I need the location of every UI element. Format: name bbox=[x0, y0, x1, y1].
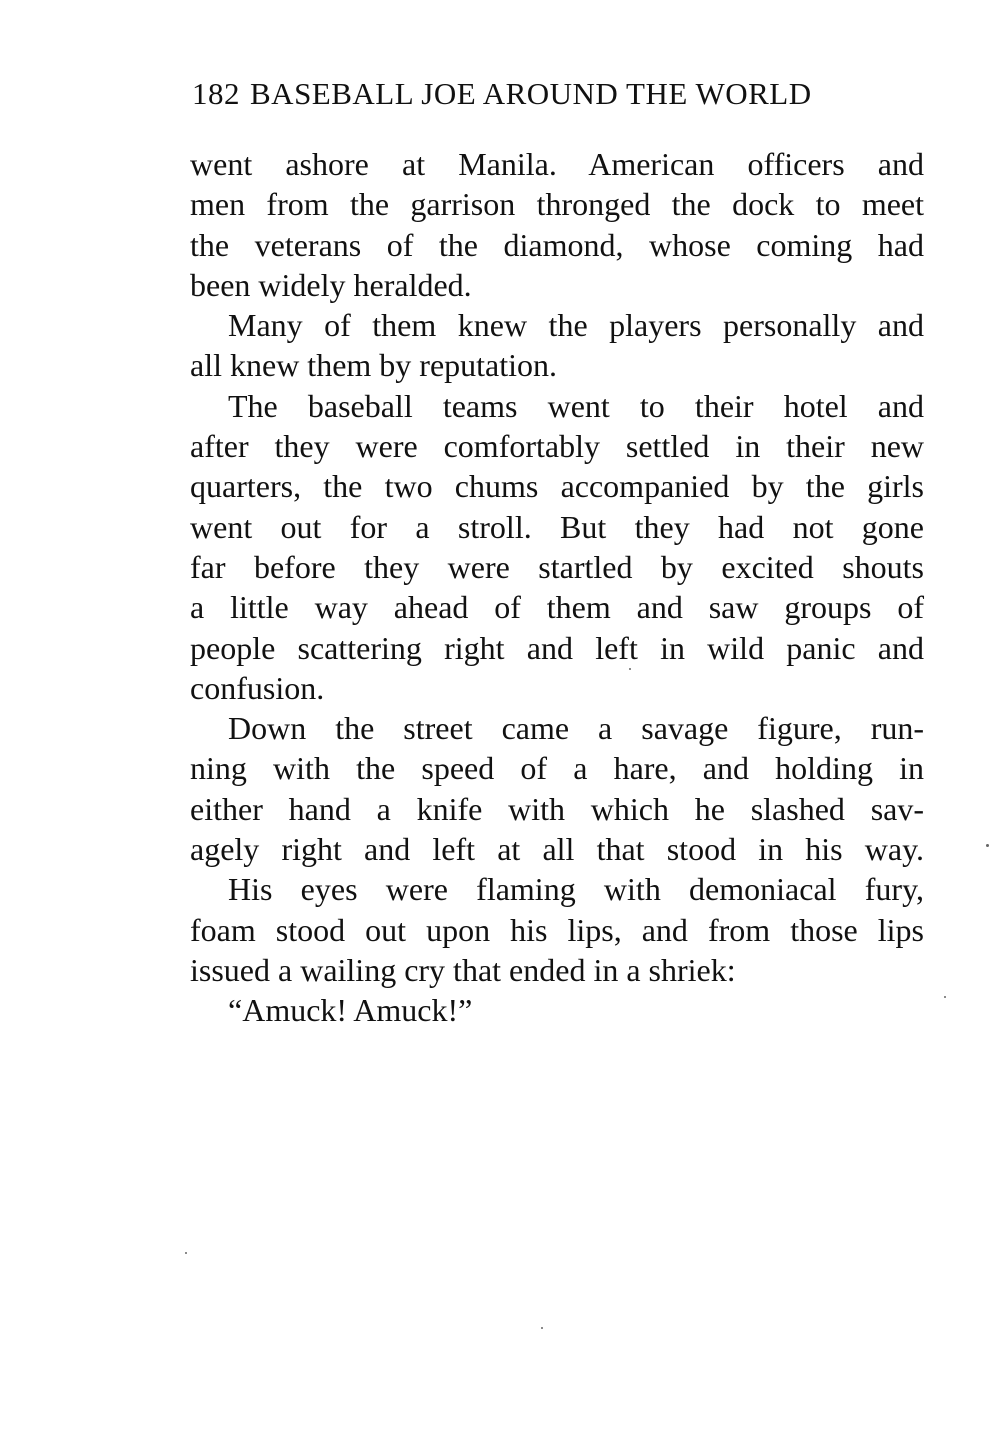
text-line: been widely heralded. bbox=[190, 266, 472, 303]
scan-speck bbox=[629, 668, 631, 670]
text-line: a little way ahead of them and saw groups of bbox=[190, 589, 924, 626]
running-header bbox=[192, 74, 922, 114]
text-line: either hand a knife with which he slashed sav- bbox=[190, 790, 924, 827]
scan-speck bbox=[944, 996, 946, 998]
text-line: all knew them by reputation. bbox=[190, 347, 558, 384]
text-line: Many of them knew the players personally and bbox=[228, 307, 924, 344]
text-line: Down the street came a savage figure, run- bbox=[228, 710, 924, 747]
running-title: BASEBALL JOE AROUND THE WORLD bbox=[250, 76, 812, 111]
text-line: quarters, the two chums accompanied by the girls bbox=[190, 468, 924, 505]
text-line: men from the garrison thronged the dock to meet bbox=[190, 186, 924, 223]
scan-speck bbox=[986, 844, 989, 847]
scan-speck bbox=[185, 1252, 187, 1254]
text-line: went ashore at Manila. American officers and bbox=[190, 146, 924, 182]
page-number: 182 bbox=[192, 76, 240, 111]
text-line: His eyes were flaming with demoniacal fury, bbox=[228, 871, 924, 908]
text-line: far before they were startled by excited shouts bbox=[190, 548, 924, 585]
text-line: ning with the speed of a hare, and holding in bbox=[190, 750, 924, 787]
text-line: issued a wailing cry that ended in a shriek: bbox=[190, 951, 736, 988]
text-line: “Amuck! Amuck!” bbox=[228, 992, 473, 1029]
text-line: went out for a stroll. But they had not gone bbox=[190, 508, 924, 545]
text-line: confusion. bbox=[190, 669, 325, 706]
text-line: agely right and left at all that stood in his way. bbox=[190, 831, 924, 868]
text-line: foam stood out upon his lips, and from those lips bbox=[190, 911, 924, 948]
text-line: people scattering right and left in wild panic and bbox=[190, 629, 924, 666]
body-text bbox=[190, 144, 924, 1031]
scan-speck bbox=[541, 1327, 543, 1329]
text-line: the veterans of the diamond, whose coming had bbox=[190, 226, 924, 263]
text-line: The baseball teams went to their hotel and bbox=[228, 387, 924, 424]
text-line: after they were comfortably settled in their new bbox=[190, 428, 924, 465]
